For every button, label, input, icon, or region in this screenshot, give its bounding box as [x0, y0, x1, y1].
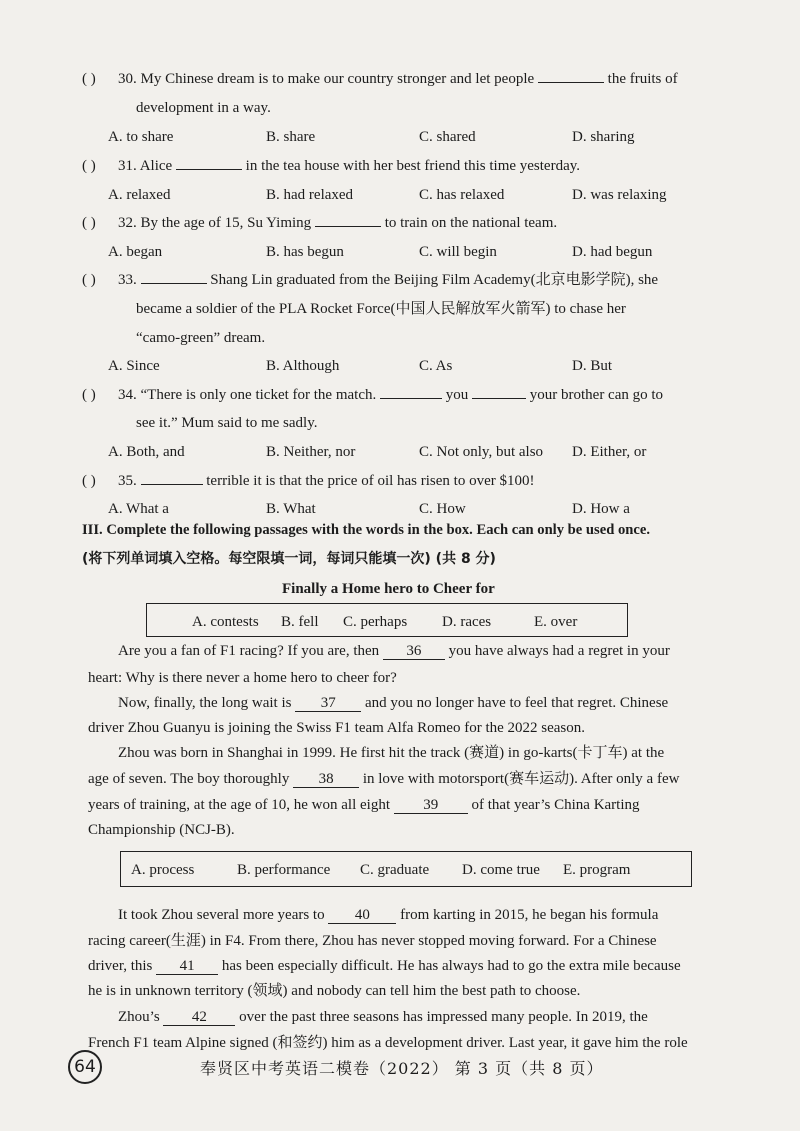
- word-box1-c: C. perhaps: [343, 614, 408, 630]
- q30-option-a: A. to share: [108, 129, 174, 145]
- para2-line2: driver Zhou Guanyu is joining the Swiss F1 team Alfa Romeo for the 2022 season.: [88, 720, 586, 736]
- answer-bracket-32[interactable]: ( ): [82, 215, 96, 231]
- blank-38[interactable]: 38: [293, 771, 359, 788]
- word-box1-d: D. races: [442, 614, 492, 630]
- word-box2-a: A. process: [131, 862, 195, 878]
- answer-bracket-33[interactable]: ( ): [82, 272, 96, 288]
- q31-option-b: B. had relaxed: [266, 187, 354, 203]
- q33-option-a: A. Since: [108, 358, 160, 374]
- word-box2-e: E. program: [563, 862, 631, 878]
- para3-line3: years of training, at the age of 10, he won all eight 39 of that year’s China Karting: [88, 797, 640, 813]
- word-box1-b: B. fell: [281, 614, 319, 630]
- q34-option-c: C. Not only, but also: [419, 444, 544, 460]
- q35-option-b: B. What: [266, 501, 316, 517]
- question-30-line2: development in a way.: [136, 100, 271, 116]
- q34-option-d: D. Either, or: [572, 444, 647, 460]
- para1-line2: heart: Why is there never a home hero to cheer for?: [88, 670, 397, 686]
- q33-option-c: C. As: [419, 358, 453, 374]
- question-30: 30. My Chinese dream is to make our country stronger and let people the fruits of: [118, 71, 678, 87]
- passage-title: Finally a Home hero to Cheer for: [282, 581, 495, 597]
- question-34-line2: see it.” Mum said to me sadly.: [136, 415, 318, 431]
- para4-line3: driver, this 41 has been especially difficult. He has always had to go the extra mile because: [88, 958, 681, 974]
- question-35: 35. terrible it is that the price of oil has risen to over $100!: [118, 473, 535, 489]
- para1-line1: Are you a fan of F1 racing? If you are, then 36 you have always had a regret in your: [118, 643, 670, 659]
- q32-option-b: B. has begun: [266, 244, 344, 260]
- q32-option-c: C. will begin: [419, 244, 497, 260]
- q34-option-b: B. Neither, nor: [266, 444, 356, 460]
- q32-option-a: A. began: [108, 244, 163, 260]
- question-33-line3: “camo-green” dream.: [136, 330, 266, 346]
- word-box2-b: B. performance: [237, 862, 331, 878]
- q35-option-c: C. How: [419, 501, 466, 517]
- q31-option-d: D. was relaxing: [572, 187, 667, 203]
- para5-line1: Zhou’s 42 over the past three seasons has impressed many people. In 2019, the: [118, 1009, 648, 1025]
- blank-36[interactable]: 36: [383, 643, 445, 660]
- blank-37[interactable]: 37: [295, 695, 361, 712]
- para2-line1: Now, finally, the long wait is 37 and you no longer have to feel that regret. Chinese: [118, 695, 669, 711]
- q35-option-d: D. How a: [572, 501, 630, 517]
- answer-bracket-31[interactable]: ( ): [82, 158, 96, 174]
- word-box1-a: A. contests: [192, 614, 259, 630]
- blank-41[interactable]: 41: [156, 958, 218, 975]
- question-32: 32. By the age of 15, Su Yiming to train on the national team.: [118, 215, 558, 231]
- question-31: 31. Alice in the tea house with her best friend this time yesterday.: [118, 158, 581, 174]
- para3-line2: age of seven. The boy thoroughly 38 in love with motorsport(赛车运动). After only a few: [88, 771, 680, 787]
- question-34: 34. “There is only one ticket for the match. you your brother can go to: [118, 387, 664, 403]
- q33-option-d: D. But: [572, 358, 613, 374]
- q31-option-c: C. has relaxed: [419, 187, 505, 203]
- blank-39[interactable]: 39: [394, 797, 468, 814]
- q30-option-c: C. shared: [419, 129, 476, 145]
- para5-line2: French F1 team Alpine signed (和签约) him as a development driver. Last year, it gave him the role: [88, 1035, 688, 1051]
- section-heading-cn: (将下列单词填入空格。每空限填一词，每词只能填一次) (共 8 分): [82, 551, 496, 567]
- q34-option-a: A. Both, and: [108, 444, 185, 460]
- q30-option-b: B. share: [266, 129, 316, 145]
- q30-option-d: D. sharing: [572, 129, 635, 145]
- answer-bracket-30[interactable]: ( ): [82, 71, 96, 87]
- q32-option-d: D. had begun: [572, 244, 653, 260]
- answer-bracket-35[interactable]: ( ): [82, 473, 96, 489]
- q35-option-a: A. What a: [108, 501, 169, 517]
- answer-bracket-34[interactable]: ( ): [82, 387, 96, 403]
- page-number-badge: 64: [68, 1050, 102, 1084]
- para4-line2: racing career(生涯) in F4. From there, Zhou has never stopped moving forward. For a Chinese: [88, 933, 657, 949]
- word-box1-e: E. over: [534, 614, 578, 630]
- para4-line1: It took Zhou several more years to 40 from karting in 2015, he began his formula: [118, 907, 659, 923]
- para4-line4: he is in unknown territory (领域) and nobody can tell him the best path to choose.: [88, 983, 581, 999]
- blank-42[interactable]: 42: [163, 1009, 235, 1026]
- blank-40[interactable]: 40: [328, 907, 396, 924]
- section-heading: III. Complete the following passages with the words in the box. Each can only be used once.: [82, 522, 650, 538]
- page-footer: 奉贤区中考英语二模卷（2022） 第 3 页（共 8 页）: [200, 1059, 604, 1078]
- para3-line4: Championship (NCJ-B).: [88, 822, 235, 838]
- word-box2-d: D. come true: [462, 862, 540, 878]
- word-box2-c: C. graduate: [360, 862, 430, 878]
- para3-line1: Zhou was born in Shanghai in 1999. He first hit the track (赛道) in go-karts(卡丁车) at the: [118, 745, 665, 761]
- question-33: 33. Shang Lin graduated from the Beijing Film Academy(北京电影学院), she: [118, 272, 659, 288]
- question-33-line2: became a soldier of the PLA Rocket Force(中国人民解放军火箭军) to chase her: [136, 301, 626, 317]
- q31-option-a: A. relaxed: [108, 187, 171, 203]
- q33-option-b: B. Although: [266, 358, 340, 374]
